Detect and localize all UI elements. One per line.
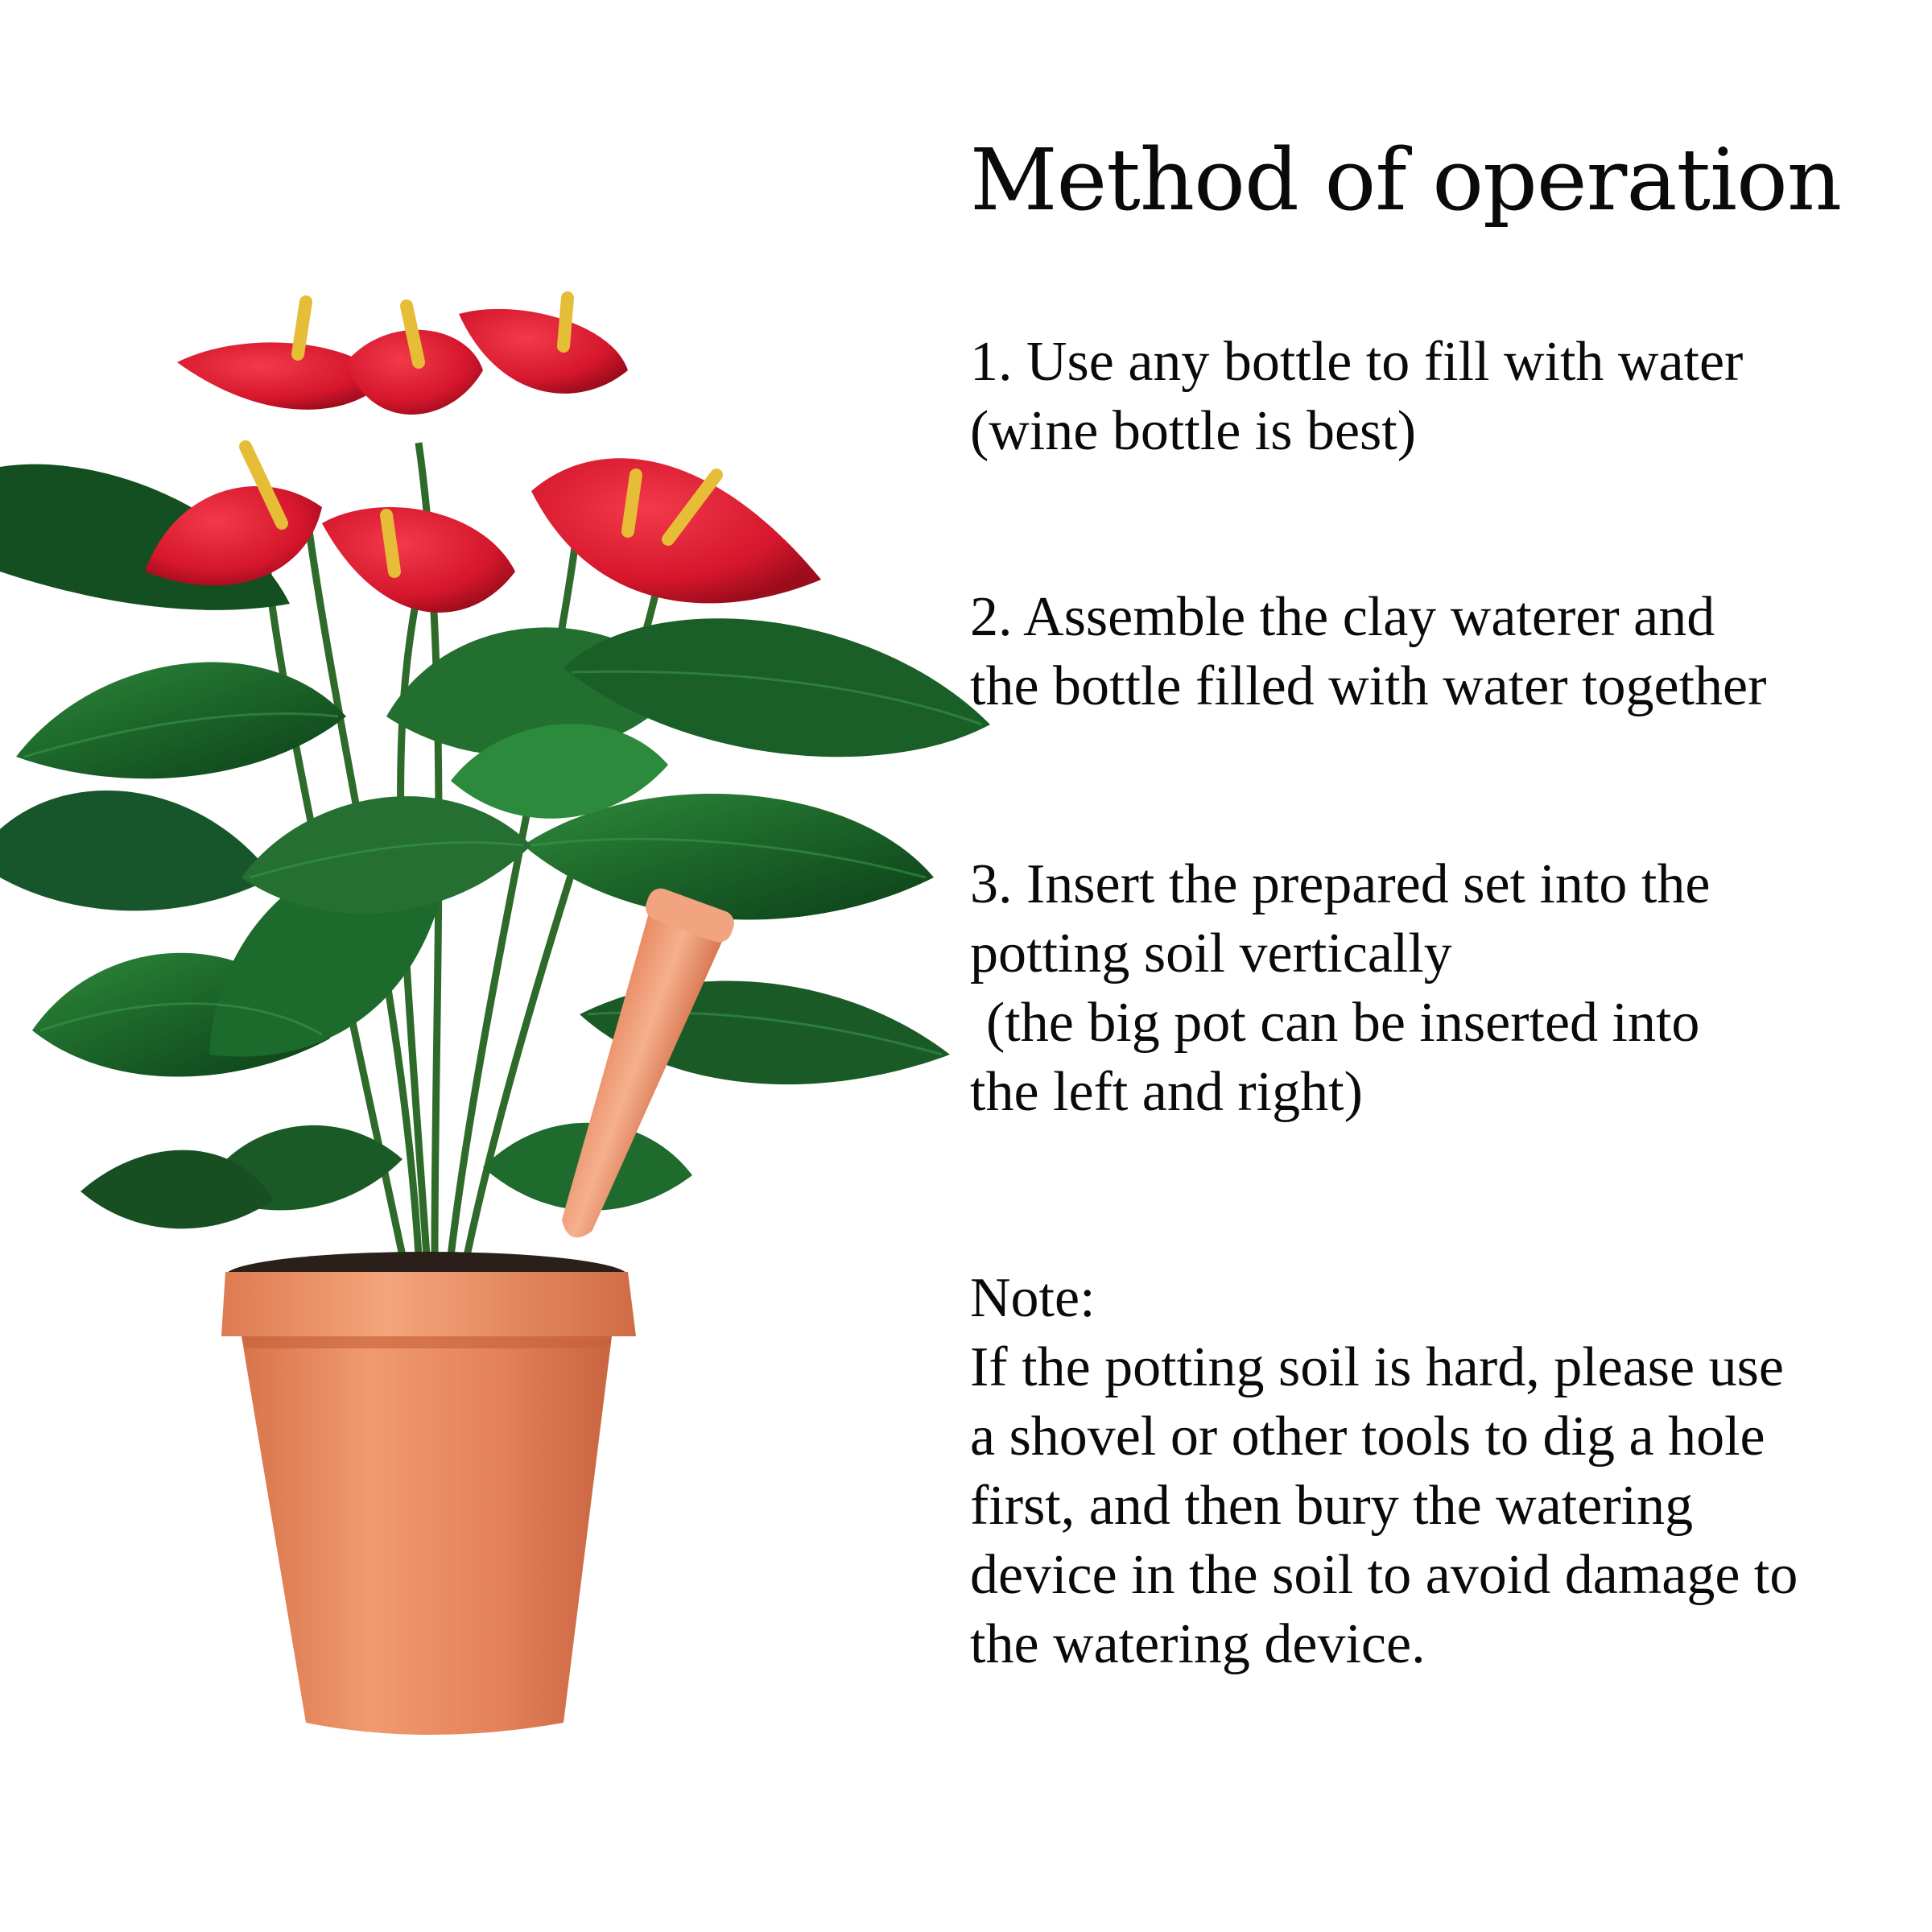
step-3-line-3: (the big pot can be inserted into [986, 992, 1700, 1055]
note-line-3: first, and then bury the watering [970, 1475, 1694, 1538]
step-2-line-1: 2. Assemble the clay waterer and [970, 586, 1715, 649]
note-section [970, 1264, 1924, 1679]
step-1 [970, 328, 1924, 466]
step-3-line-2: potting soil vertically [970, 923, 1452, 985]
page-title: Method of operation [970, 130, 1842, 229]
note-heading: Note: [970, 1267, 1096, 1330]
step-1-line-1: 1. Use any bottle to fill with water [970, 331, 1744, 394]
step-1-line-2: (wine bottle is best) [970, 400, 1417, 463]
step-3 [970, 850, 1924, 1127]
step-2 [970, 583, 1924, 721]
step-3-line-1: 3. Insert the prepared set into the [970, 853, 1711, 916]
note-line-5: the watering device. [970, 1613, 1426, 1676]
terracotta-pot [221, 1252, 636, 1735]
note-line-1: If the potting soil is hard, please use [970, 1336, 1784, 1399]
anthurium-plant-in-pot-illustration [0, 266, 998, 1747]
note-line-4: device in the soil to avoid damage to [970, 1544, 1798, 1607]
step-2-line-2: the bottle filled with water together [970, 655, 1767, 718]
instructions-panel [970, 129, 1924, 1679]
step-3-line-4: the left and right) [970, 1061, 1363, 1124]
note-line-2: a shovel or other tools to dig a hole [970, 1406, 1765, 1468]
